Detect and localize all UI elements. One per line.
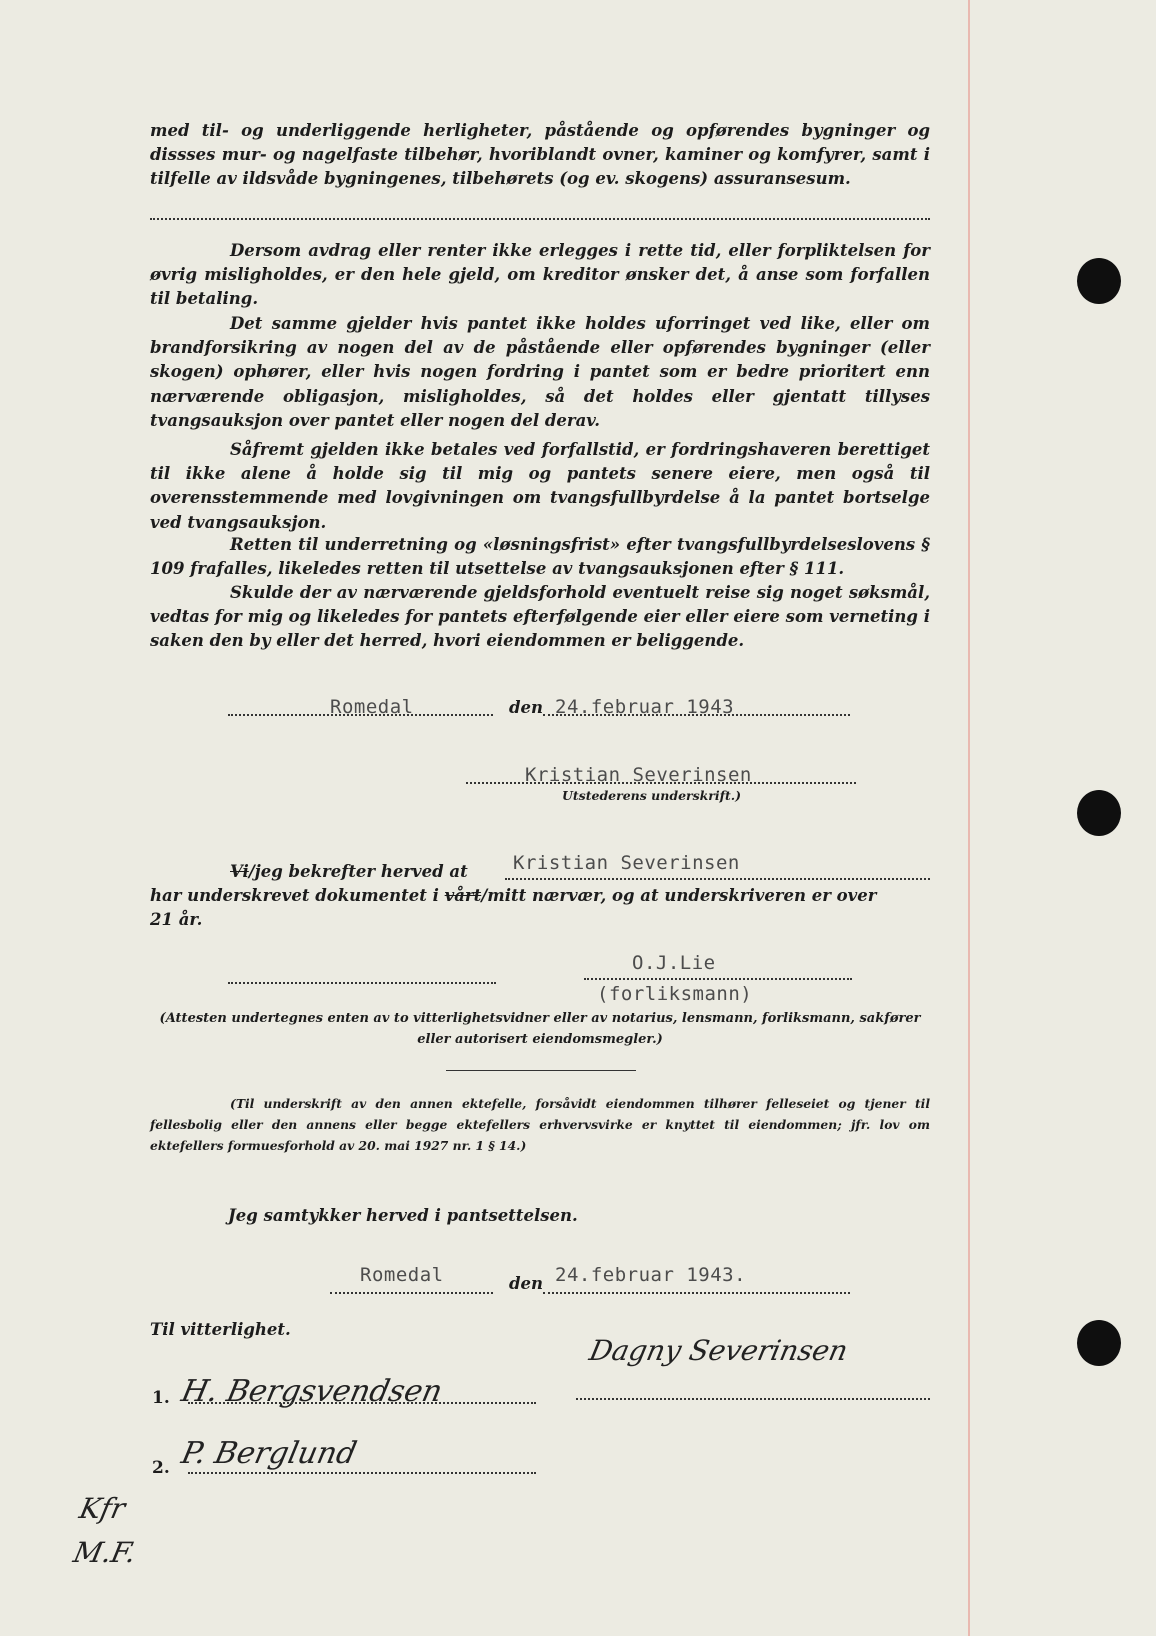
witness-number-2: 2. <box>152 1458 170 1478</box>
attestation-line-2: har underskrevet dokumentet i vårt/mitt nærvær, og at underskriveren er over <box>150 886 877 905</box>
place-line-2 <box>330 1292 493 1294</box>
section-separator <box>446 1070 636 1071</box>
paragraph-retten: Retten til underretning og «løsningsfrist» efter tvangsfullbyrdelseslovens § 109 frafalles, likeledes retten til utsettelse av tvangsauksjonen efter § 111. <box>150 535 930 579</box>
struck-vart: vårt <box>444 886 482 905</box>
witness-left-line <box>228 982 496 984</box>
witness-line-2 <box>188 1472 536 1474</box>
consent-text: Jeg samtykker herved i pantsettelsen. <box>228 1206 578 1225</box>
margin-initials-2: M.F. <box>70 1536 140 1569</box>
issuer-name: Kristian Severinsen <box>525 764 752 786</box>
paragraph-same: Det samme gjelder hvis pantet ikke holdes uforringet ved like, eller om brandforsikring av nogen del av de påstående eller opførendes bygninger (eller skogen) ophører, eller hvis nogen fordring i pantet som er bedre prioritert enn nærværende obligasjon, misligholdes, så det holdes eller gjentatt tillyses tvangsauksjon over pantet eller nogen del derav. <box>150 314 930 430</box>
struck-vi: Vi <box>230 862 249 881</box>
den-label-2: den <box>509 1274 544 1293</box>
paragraph-skulde: Skulde der av nærværende gjeldsforhold eventuelt reise sig noget søksmål, vedtas for mig og likeledes for pantets efterfølgende eier eller eiere som verneting i saken den by eller det herred, hvori eiendommen er beliggende. <box>150 583 930 651</box>
margin-initials-1: Kfr <box>76 1492 129 1525</box>
paragraph-assets: med til- og underliggende herligheter, påstående og opførendes bygninger og dissses mur- og nagelfaste tilbehør, hvoriblandt ovner, kaminer og komfyrer, samt i tilfelle av ildsvåde bygningenes, tilbehørets (og ev. skogens) assuransesum. <box>150 121 930 189</box>
witness-right-line <box>584 978 852 980</box>
attested-name-line <box>505 878 930 880</box>
punch-hole <box>1077 258 1121 304</box>
date-value: 24.februar 1943 <box>555 696 735 718</box>
witness-signature-2: P. Berglund <box>178 1436 360 1471</box>
date-line-2 <box>543 1292 850 1294</box>
place-value-2: Romedal <box>360 1264 444 1286</box>
paragraph-safremt: Såfremt gjelden ikke betales ved forfallstid, er fordringshaveren berettiget til ikke alene å holde sig til mig og pantets senere eiere, men også til overensstemmende med lovgivningen om tvangsfullbyrdelse å la pantet bortselge ved tvangsauksjon. <box>150 440 930 532</box>
issuer-caption: Utstederens underskrift.) <box>562 788 742 803</box>
den-label: den <box>509 698 544 717</box>
date-value-2: 24.februar 1943. <box>555 1264 747 1286</box>
attestation-prefix: /jeg bekrefter herved at <box>248 862 468 881</box>
spouse-signature-line <box>576 1398 930 1400</box>
witness-name: O.J.Lie <box>632 952 716 974</box>
punch-hole <box>1077 1320 1121 1366</box>
margin-line <box>968 0 970 1636</box>
dotted-separator <box>150 218 930 220</box>
witness-signature-1: H. Bergsvendsen <box>178 1374 446 1409</box>
paragraph-default: Dersom avdrag eller renter ikke erlegges i rette tid, eller forpliktelsen for øvrig misligholdes, er den hele gjeld, om kreditor ønsker det, å anse som forfallen til betaling. <box>150 241 930 309</box>
attestation-note: (Attesten undertegnes enten av to vitterlighetsvidner eller av notarius, lensmann, forliksmann, sakfører eller autorisert eiendomsmegler.) <box>159 1011 921 1047</box>
attestation-line-3: 21 år. <box>150 910 203 929</box>
place-value: Romedal <box>330 696 414 718</box>
attested-name: Kristian Severinsen <box>513 852 740 874</box>
witness-title: (forliksmann) <box>597 983 753 1005</box>
punch-hole <box>1077 790 1121 836</box>
witness-label: Til vitterlighet. <box>150 1320 291 1339</box>
witness-number-1: 1. <box>152 1388 170 1408</box>
spouse-signature: Dagny Severinsen <box>586 1334 851 1367</box>
witness-line-1 <box>188 1402 536 1404</box>
spouse-note: (Til underskrift av den annen ektefelle, forsåvidt eiendommen tilhører felleseiet og tjener til fellesbolig eller den annens eller begge ektefellers erhvervsvirke er knyttet til eiendommen; jfr. lov om ektefellers formuesforhold av 20. mai 1927 nr. 1 § 14.) <box>150 1096 930 1153</box>
